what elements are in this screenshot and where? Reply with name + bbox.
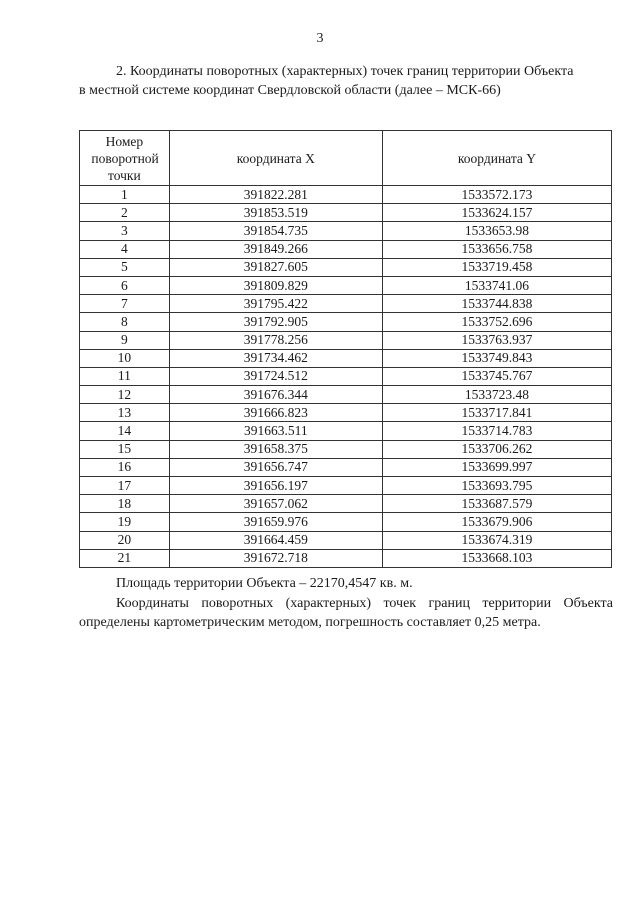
cell-coordinate-y: 1533693.795: [382, 477, 611, 495]
table-row: [80, 531, 612, 549]
cell-point-number: 4: [80, 240, 170, 258]
cell-point-number: 20: [80, 531, 170, 549]
cell-coordinate-y: 1533763.937: [382, 331, 611, 349]
cell-point-number: 10: [80, 349, 170, 367]
cell-coordinate-x: 391849.266: [169, 240, 382, 258]
cell-coordinate-x: 391656.747: [169, 458, 382, 476]
accuracy-statement: Координаты поворотных (характерных) точек границ территории Объекта определены картометрическим методом, погрешность составляет 0,25 метра.: [79, 595, 613, 630]
heading-line-2: в местной системе координат Свердловской области (далее – МСК-66): [79, 83, 501, 98]
cell-coordinate-y: 1533699.997: [382, 458, 611, 476]
cell-coordinate-x: 391664.459: [169, 531, 382, 549]
cell-coordinate-x: 391792.905: [169, 313, 382, 331]
header-coordinate-x-label: координата X: [236, 150, 315, 166]
cell-coordinate-x: 391666.823: [169, 404, 382, 422]
cell-coordinate-y: 1533744.838: [382, 295, 611, 313]
cell-coordinate-y: 1533668.103: [382, 549, 611, 567]
table-row: [80, 513, 612, 531]
cell-point-number: 14: [80, 422, 170, 440]
cell-point-number: 19: [80, 513, 170, 531]
cell-coordinate-x: 391659.976: [169, 513, 382, 531]
page-number: 3: [316, 31, 324, 46]
header-point-number: [80, 131, 170, 186]
cell-point-number: 13: [80, 404, 170, 422]
cell-coordinate-x: 391827.605: [169, 258, 382, 276]
cell-coordinate-y: 1533674.319: [382, 531, 611, 549]
cell-coordinate-x: 391656.197: [169, 477, 382, 495]
cell-coordinate-x: 391734.462: [169, 349, 382, 367]
header-point-number-label: Номер поворотной точки: [91, 133, 159, 183]
cell-point-number: 5: [80, 258, 170, 276]
cell-coordinate-x: 391822.281: [169, 186, 382, 204]
cell-coordinate-x: 391657.062: [169, 495, 382, 513]
cell-point-number: 2: [80, 204, 170, 222]
cell-coordinate-y: 1533741.06: [382, 276, 611, 294]
cell-point-number: 16: [80, 458, 170, 476]
header-coordinate-y: [382, 131, 611, 186]
heading-line-1: 2. Координаты поворотных (характерных) точек границ территории Объекта: [116, 64, 574, 79]
table-row: [80, 386, 612, 404]
cell-point-number: 12: [80, 386, 170, 404]
footer-text: [79, 574, 613, 633]
cell-coordinate-y: 1533752.696: [382, 313, 611, 331]
header-coordinate-y-label: координата Y: [457, 150, 537, 166]
header-coordinate-x: [169, 131, 382, 186]
cell-coordinate-x: 391795.422: [169, 295, 382, 313]
table-row: [80, 477, 612, 495]
cell-coordinate-x: 391809.829: [169, 276, 382, 294]
table-row: [80, 204, 612, 222]
cell-coordinate-y: 1533717.841: [382, 404, 611, 422]
cell-coordinate-y: 1533656.758: [382, 240, 611, 258]
coordinates-table: [79, 130, 612, 568]
section-heading: [79, 62, 613, 100]
table-row: [80, 422, 612, 440]
cell-coordinate-y: 1533706.262: [382, 440, 611, 458]
cell-point-number: 15: [80, 440, 170, 458]
cell-coordinate-x: 391724.512: [169, 367, 382, 385]
cell-coordinate-y: 1533653.98: [382, 222, 611, 240]
cell-point-number: 11: [80, 367, 170, 385]
table-row: [80, 186, 612, 204]
cell-coordinate-y: 1533719.458: [382, 258, 611, 276]
cell-point-number: 21: [80, 549, 170, 567]
cell-coordinate-y: 1533745.767: [382, 367, 611, 385]
table-row: [80, 313, 612, 331]
cell-coordinate-y: 1533679.906: [382, 513, 611, 531]
table-row: [80, 222, 612, 240]
cell-point-number: 1: [80, 186, 170, 204]
table-header-row: [80, 131, 612, 186]
table-row: [80, 295, 612, 313]
cell-coordinate-y: 1533624.157: [382, 204, 611, 222]
cell-coordinate-x: 391672.718: [169, 549, 382, 567]
cell-coordinate-x: 391658.375: [169, 440, 382, 458]
table-row: [80, 458, 612, 476]
cell-coordinate-y: 1533723.48: [382, 386, 611, 404]
cell-point-number: 9: [80, 331, 170, 349]
cell-point-number: 6: [80, 276, 170, 294]
cell-coordinate-x: 391676.344: [169, 386, 382, 404]
cell-point-number: 3: [80, 222, 170, 240]
cell-coordinate-x: 391663.511: [169, 422, 382, 440]
table-row: [80, 331, 612, 349]
cell-coordinate-x: 391854.735: [169, 222, 382, 240]
cell-point-number: 7: [80, 295, 170, 313]
cell-coordinate-y: 1533687.579: [382, 495, 611, 513]
table-row: [80, 240, 612, 258]
table-row: [80, 276, 612, 294]
cell-point-number: 18: [80, 495, 170, 513]
cell-coordinate-y: 1533572.173: [382, 186, 611, 204]
table-row: [80, 367, 612, 385]
table-row: [80, 495, 612, 513]
cell-coordinate-x: 391778.256: [169, 331, 382, 349]
area-statement: Площадь территории Объекта – 22170,4547 кв. м.: [116, 576, 413, 591]
table-row: [80, 549, 612, 567]
cell-point-number: 8: [80, 313, 170, 331]
cell-point-number: 17: [80, 477, 170, 495]
cell-coordinate-y: 1533749.843: [382, 349, 611, 367]
cell-coordinate-x: 391853.519: [169, 204, 382, 222]
table-body: [80, 186, 612, 568]
table-row: [80, 404, 612, 422]
table-row: [80, 258, 612, 276]
cell-coordinate-y: 1533714.783: [382, 422, 611, 440]
table-row: [80, 440, 612, 458]
table-row: [80, 349, 612, 367]
